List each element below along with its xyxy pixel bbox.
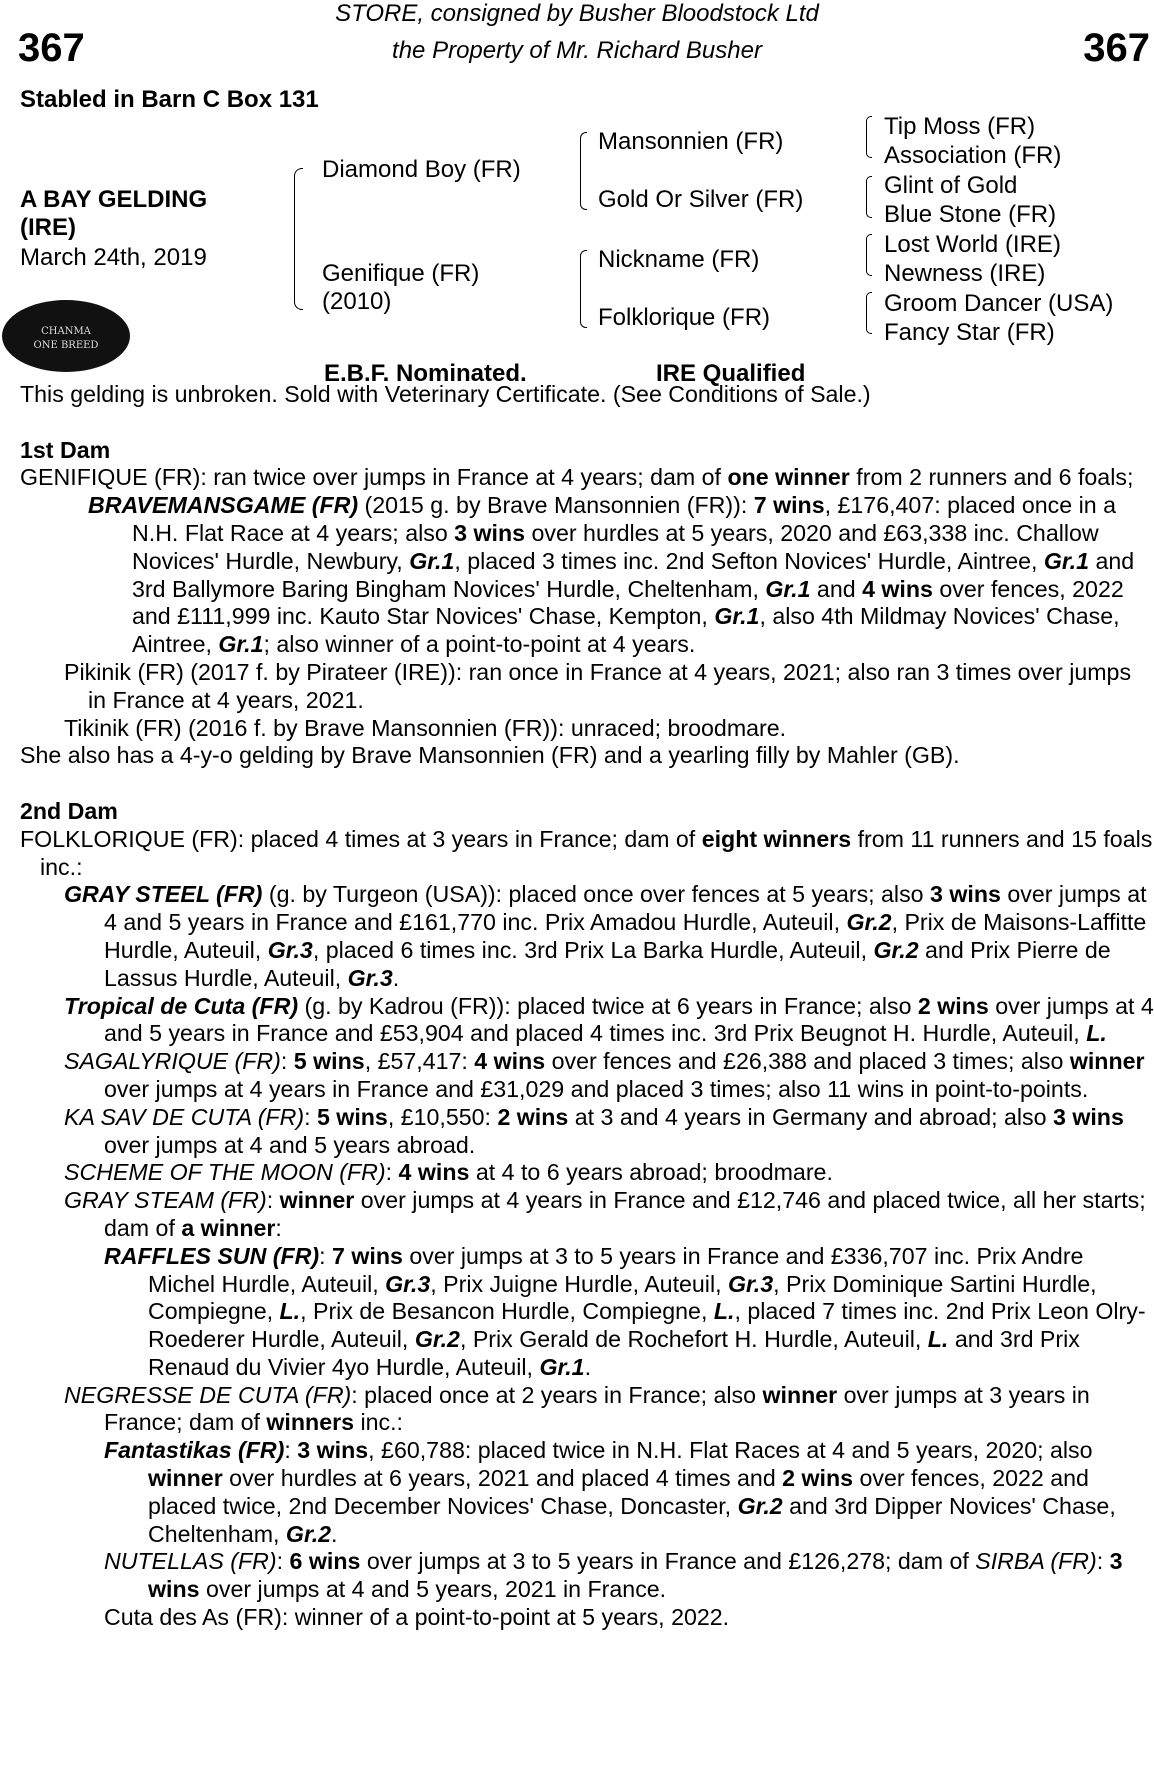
- lot-number-right: 367: [1083, 26, 1150, 70]
- pedigree-ggp-3: Glint of Gold: [884, 172, 1018, 199]
- breed-logo-line1: CHANMA: [41, 326, 91, 337]
- progeny-cuta-des-as: Cuta des As (FR): winner of a point-to-point at 5 years, 2022.: [104, 1604, 730, 1631]
- first-dam-other-foals: She also has a 4-y-o gelding by Brave Mansonnien (FR) and a yearling filly by Mahler (GB).: [20, 742, 960, 769]
- pedigree-sire-sire: Mansonnien (FR): [598, 128, 784, 155]
- sale-note: This gelding is unbroken. Sold with Veterinary Certificate. (See Conditions of Sale.): [20, 381, 871, 407]
- pedigree-dam-sire: Nickname (FR): [598, 246, 760, 273]
- progeny-gray-steel: GRAY STEEL (FR) (g. by Turgeon (USA)): placed once over fences at 5 years; also 3 wins over jumps at 4 and 5 years in France and £161,770 inc. Prix Amadou Hurdle, Auteuil, Gr.2, Prix de Maisons-Laffitte Hurdle, Auteuil, Gr.3, placed 6 times inc. 3rd Prix La Barka Hurdle, Auteuil, Gr.2 and Prix Pierre de Lassus Hurdle, Auteuil, Gr.3.: [64, 881, 1147, 991]
- progeny-gray-steam: GRAY STEAM (FR): winner over jumps at 4 years in France and £12,746 and placed twice, all her starts; dam of a winner:: [64, 1187, 1146, 1241]
- pedigree-ggp-5: Lost World (IRE): [884, 231, 1061, 258]
- progeny-raffles-sun: RAFFLES SUN (FR): 7 wins over jumps at 3 to 5 years in France and £336,707 inc. Prix Andre Michel Hurdle, Auteuil, Gr.3, Prix Juigne Hurdle, Auteuil, Gr.3, Prix Dominique Sartini Hurdle, Compiegne, L., Prix de Besancon Hurdle, Compiegne, L., placed 7 times inc. 2nd Prix Leon Olry-Roederer Hurdle, Auteuil, Gr.2, Prix Gerald de Rochefort H. Hurdle, Auteuil, L. and 3rd Prix Renaud du Vivier 4yo Hurdle, Auteuil, Gr.1.: [104, 1242, 1146, 1380]
- progeny-ka-sav-de-cuta: KA SAV DE CUTA (FR): 5 wins, £10,550: 2 wins at 3 and 4 years in Germany and abroad; also 3 wins over jumps at 4 and 5 years abroad.: [64, 1103, 1124, 1158]
- progeny-scheme-of-the-moon: SCHEME OF THE MOON (FR): 4 wins at 4 to 6 years abroad; broodmare.: [64, 1159, 833, 1186]
- horse-description-line2: (IRE): [20, 214, 76, 241]
- progeny-nutellas: NUTELLAS (FR): 6 wins over jumps at 3 to 5 years in France and £126,278; dam of SIRBA (FR): 3 wins over jumps at 4 and 5 years, 2021 in France.: [104, 1548, 1123, 1603]
- breed-logo: [2, 300, 130, 372]
- catalogue-body: [20, 381, 1154, 1632]
- pedigree-bracket-main: [294, 168, 303, 310]
- pedigree-bracket-dam: [580, 250, 587, 328]
- pedigree-sire: Diamond Boy (FR): [322, 156, 521, 183]
- consignor-line-1: STORE, consigned by Busher Bloodstock Ltd: [335, 0, 819, 27]
- breed-logo-line2: ONE BREED: [33, 340, 99, 351]
- pedigree-ggp-6: Newness (IRE): [884, 260, 1046, 287]
- pedigree-bracket-ggp-3: [866, 234, 872, 276]
- progeny-tropical-de-cuta: Tropical de Cuta (FR) (g. by Kadrou (FR)): placed twice at 6 years in France; also 2 wins over jumps at 4 and 5 years in France and £53,904 and placed 4 times inc. 3rd Prix Beugnot H. Hurdle, Auteuil, L.: [64, 992, 1154, 1047]
- lot-number-left: 367: [18, 26, 85, 70]
- progeny-bravemansgame: BRAVEMANSGAME (FR) (2015 g. by Brave Mansonnien (FR)): 7 wins, £176,407: placed once in a N.H. Flat Race at 4 years; also 3 wins over hurdles at 5 years, 2020 and £63,338 inc. Challow Novices' Hurdle, Newbury, Gr.1, placed 3 times inc. 2nd Sefton Novices' Hurdle, Aintree, Gr.1 and 3rd Ballymore Baring Bingham Novices' Hurdle, Cheltenham, Gr.1 and 4 wins over fences, 2022 and £111,999 inc. Kauto Star Novices' Chase, Kempton, Gr.1, also 4th Mildmay Novices' Chase, Aintree, Gr.1; also winner of a point-to-point at 4 years.: [88, 492, 1135, 658]
- second-dam-heading: 2nd Dam: [20, 797, 118, 824]
- ebf-nominated: E.B.F. Nominated.: [324, 360, 527, 387]
- foaling-date: March 24th, 2019: [20, 244, 207, 271]
- pedigree-bracket-ggp-4: [866, 292, 872, 334]
- pedigree-ggp-1: Tip Moss (FR): [884, 113, 1036, 140]
- progeny-fantastikas: Fantastikas (FR): 3 wins, £60,788: placed twice in N.H. Flat Races at 4 and 5 years, 2020; also winner over hurdles at 6 years, 2021 and placed 4 times and 2 wins over fences, 2022 and placed twice, 2nd December Novices' Chase, Doncaster, Gr.2 and 3rd Dipper Novices' Chase, Cheltenham, Gr.2.: [104, 1437, 1116, 1547]
- progeny-sagalyrique: SAGALYRIQUE (FR): 5 wins, £57,417: 4 wins over fences and £26,388 and placed 3 times; also winner over jumps at 4 years in France and £31,029 and placed 3 times; also 11 wins in point-to-points.: [64, 1048, 1145, 1102]
- pedigree-dam-year: (2010): [322, 288, 392, 315]
- progeny-pikinik: Pikinik (FR) (2017 f. by Pirateer (IRE)): ran once in France at 4 years, 2021; also ran 3 times over jumps in France at 4 years, 2021.: [64, 658, 1132, 713]
- horse-description-line1: A BAY GELDING: [20, 186, 208, 213]
- pedigree-sire-dam: Gold Or Silver (FR): [598, 186, 804, 213]
- progeny-negresse-de-cuta: NEGRESSE DE CUTA (FR): placed once at 2 years in France; also winner over jumps at 3 years in France; dam of winners inc.:: [64, 1381, 1090, 1436]
- progeny-tikinik: Tikinik (FR) (2016 f. by Brave Mansonnien (FR)): unraced; broodmare.: [64, 714, 787, 741]
- consignor-line-2: the Property of Mr. Richard Busher: [392, 37, 762, 64]
- ire-qualified: IRE Qualified: [656, 360, 806, 387]
- pedigree-bracket-ggp-1: [866, 116, 872, 158]
- first-dam-heading: 1st Dam: [20, 436, 111, 463]
- second-dam-paragraph: FOLKLORIQUE (FR): placed 4 times at 3 years in France; dam of eight winners from 11 runners and 15 foals inc.:: [20, 825, 1153, 880]
- pedigree-ggp-4: Blue Stone (FR): [884, 201, 1057, 228]
- pedigree-bracket-sire: [580, 132, 587, 210]
- pedigree-ggp-7: Groom Dancer (USA): [884, 290, 1114, 317]
- pedigree-ggp-8: Fancy Star (FR): [884, 319, 1055, 346]
- first-dam-paragraph: GENIFIQUE (FR): ran twice over jumps in France at 4 years; dam of one winner from 2 runners and 6 foals;: [20, 464, 1134, 491]
- pedigree-dam-dam: Folklorique (FR): [598, 304, 771, 331]
- pedigree-bracket-ggp-2: [866, 176, 872, 218]
- pedigree-ggp-2: Association (FR): [884, 142, 1062, 169]
- pedigree-dam: Genifique (FR): [322, 260, 480, 287]
- stabled-location: Stabled in Barn C Box 131: [20, 86, 319, 113]
